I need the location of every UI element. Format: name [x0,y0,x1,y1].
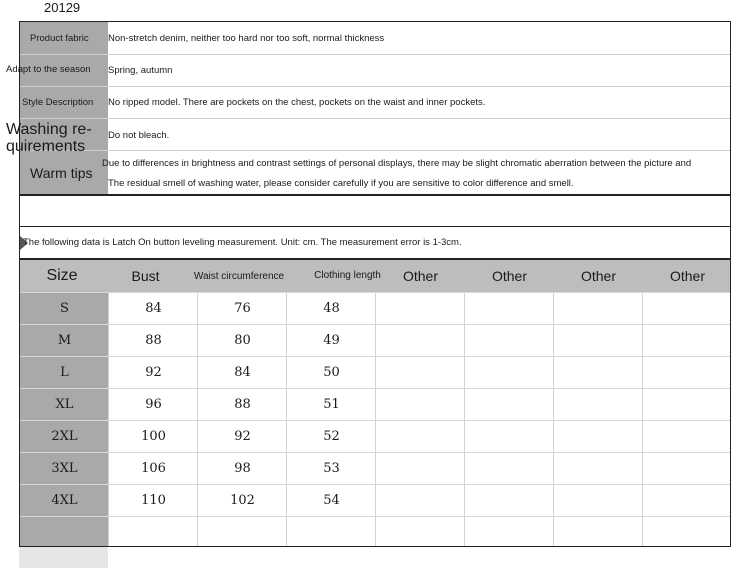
bottom-strip [19,547,108,568]
info-row [6,118,730,155]
size-cell: L [60,365,69,380]
size-cell: 3XL [51,461,78,476]
size-cell: S [60,301,69,316]
info-value: Spring, autumn [108,65,173,76]
blank-box [19,195,731,227]
bust-cell: 106 [141,461,166,476]
info-value: Non-stretch denim, neither too hard nor too soft, normal thickness [108,33,385,44]
product-code: 20129 [44,0,81,15]
bust-cell: 110 [141,493,166,508]
measurement-note-text: The following data is Latch On button leveling measurement. Unit: cm. The measurement error is 1-3cm. [23,237,462,248]
info-value: No ripped model. There are pockets on the chest, pockets on the waist and inner pockets. [108,97,486,108]
other-column [376,260,465,546]
length-cell: 53 [323,461,340,476]
length-cell: 54 [323,493,340,508]
waist-cell: 80 [234,333,251,348]
waist-cell: 76 [234,301,251,316]
info-label: Washing re- [6,121,92,138]
row-divider [20,420,730,421]
info-row [20,22,730,55]
length-cell: 48 [323,301,340,316]
info-label: Warm tips [30,165,93,181]
waist-cell: 102 [230,493,255,508]
bust-cell: 88 [145,333,162,348]
length-cell: 50 [323,365,340,380]
header-bust: Bust [131,268,160,284]
info-label: Product fabric [30,33,89,44]
info-value: Due to differences in brightness and contrast settings of personal displays, there may be slight chromatic aberration between the picture and [102,158,692,169]
bust-cell: 92 [145,365,162,380]
length-cell: 51 [323,397,340,412]
waist-cell: 92 [234,429,251,444]
info-label: quirements [6,138,86,155]
info-value: Do not bleach. [108,130,170,141]
header-waist: Waist circumference [193,271,285,282]
other-column [465,260,554,546]
row-divider [20,324,730,325]
row-divider [20,388,730,389]
info-row [6,54,730,87]
waist-cell: 84 [234,365,251,380]
bust-cell: 84 [145,301,162,316]
length-cell: 52 [323,429,340,444]
header-other: Other [580,268,616,284]
size-table [19,259,731,547]
bust-cell: 96 [145,397,162,412]
size-cell: 4XL [51,493,78,508]
length-cell: 49 [323,333,340,348]
size-cell: M [57,333,72,348]
info-label: Style Description [22,97,94,108]
bust-cell: 100 [141,429,166,444]
other-column [643,260,732,546]
waist-cell: 98 [234,461,251,476]
header-other: Other [402,268,438,284]
info-row [20,150,730,196]
row-divider [20,516,730,517]
measurement-note [19,227,731,259]
waist-cell: 88 [234,397,251,412]
header-other: Other [669,268,705,284]
header-size: Size [46,267,78,284]
other-column [554,260,643,546]
header-length: Clothing length [314,270,381,281]
row-divider [20,484,730,485]
info-row [20,86,730,119]
size-cell: 2XL [51,429,78,444]
row-divider [20,452,730,453]
product-info-table [6,21,731,195]
info-value: The residual smell of washing water, please consider carefully if you are sensitive to color difference and smell. [108,178,574,189]
row-divider [20,292,730,293]
row-divider [20,356,730,357]
header-other: Other [491,268,527,284]
info-label: Adapt to the season [6,64,91,75]
size-cell: XL [55,397,74,412]
